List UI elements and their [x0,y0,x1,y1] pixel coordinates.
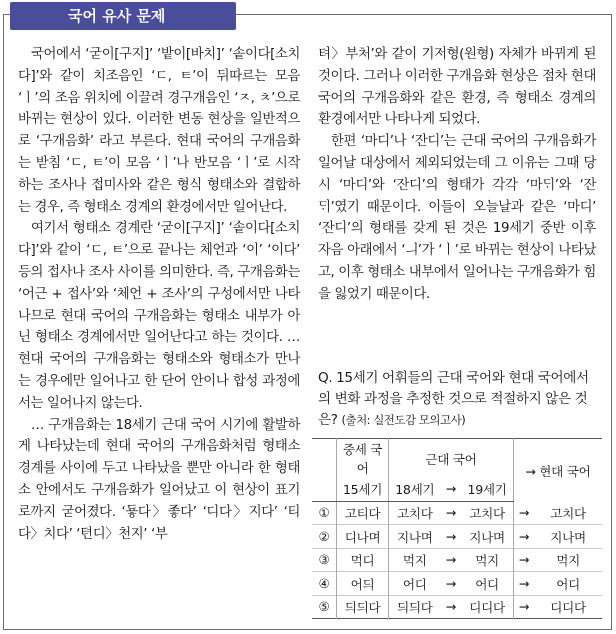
choice-number: ① [312,501,337,525]
paragraph-3-continued: 텨〉부처’와 같이 기저형(원형) 자체가 바뀌게 된 것이다. 그러나 이러한 구개음화 현상은 점차 현대 국어의 구개음화와 같은 환경, 즉 형태소 경계의 환경에서만 나타나게 되었다. [318,47,596,128]
choice-number: ④ [312,572,337,596]
cell-19th: 지나며 [461,525,513,549]
arrow-icon: → [445,552,457,568]
header-18th-century: 18세기 [389,477,441,501]
paragraph-3: … 구개음화는 18세기 근대 국어 시기에 활발하게 나타났는데 현대 국어의 구개음화처럼 형태소 경계를 사이에 두고 나타났을 뿐만 아니라 한 형태소 안에서도 구개음화가 일어났고 이 현상이 표기로까지 굳어졌다. ‘둏다〉좋다’ ‘디다〉지다’ ‘티다〉치다’ ‘텬디〉천지’ ‘부 [18,417,300,542]
cell-18th: 어디 [402,576,427,592]
header-modern: → 현대 국어 [513,439,602,502]
cell-18th: 듸듸다 [396,600,433,616]
question-text: Q. 15세기 어휘들의 근대 국어와 현대 국어에서의 변화 과정을 추정한 것으로 적절하지 않은 것은? [318,370,589,428]
table-header-row [312,439,602,478]
arrow-icon: → [518,528,530,544]
arrow-icon: → [445,505,457,521]
question-source: (출처: 실전도감 모의고사) [341,413,466,427]
choice-number: ② [312,525,337,549]
table-row [312,572,602,596]
cell-18th: 먹지 [402,553,427,569]
question [318,368,598,431]
table-row [312,548,602,572]
header-15th-century: 15세기 [337,477,389,501]
cell-15th: 디나며 [337,525,389,549]
header-early-modern: 근대 국어 [389,439,514,478]
arrow-icon: → [518,599,530,615]
cell-15th: 먹디 [337,548,389,572]
cell-19th: 고치다 [461,501,513,525]
cell-18th: 지나며 [396,529,433,545]
arrow-icon: → [445,575,457,591]
arrow-icon: → [518,552,530,568]
paragraph-1: 국어에서 ‘굳이[구지]’ ‘밭이[바치]’ ‘솥이다[소치다]’와 같이 치조음인 ‘ㄷ, ㅌ’이 뒤따르는 모음 ‘ㅣ’의 조음 위치에 이끌려 경구개음인 ‘ㅈ, ㅊ’으로 바뀌는 현상이 있다. 이러한 변동 현상을 일반적으로 ‘구개음화’ 라고 부른다. 현대 국어의 구개음화는 받침 ‘ㄷ, ㅌ’이 모음 ‘ㅣ’나 반모음 ‘ㅣ’로 시작하는 조사나 접미사와 같은 형식 형태소와 결합하는 경우, 즉 형태소 경계의 환경에서만 일어난다. [18,47,300,215]
cell-15th: 어듸 [337,572,389,596]
paragraph-2: 여기서 형태소 경계란 ‘굳이[구지]’ ‘솥이다[소치다]’와 같이 ‘ㄷ, ㅌ’으로 끝나는 체언과 ‘이’ ‘이다’ 등의 접사나 조사 사이를 의미한다. 즉, 구개음화는 ‘어근 + 접사’와 ‘체언 + 조사’의 구성에서만 나타나므로 현대 국어의 구개음화는 형태소 내부가 아닌 형태소 경계에서만 일어난다고 하는 것이다. … 현대 국어의 구개음화는 형태소와 형태소가 만나는 경우에만 일어나고 한 단어 안이나 합성 과정에서는 일어나지 않는다. [18,221,300,411]
cell-modern: 먹지 [556,553,580,569]
left-column [18,44,300,545]
table-row [312,595,602,619]
cell-modern: 디디다 [550,600,586,616]
header-arrow: → [441,477,462,501]
arrow-icon: → [445,599,457,615]
answer-table [312,438,602,619]
cell-modern: 지나며 [550,529,586,545]
cell-15th: 고티다 [337,501,389,525]
arrow-icon: → [445,528,457,544]
section-title: 국어 유사 문제 [10,2,236,30]
choice-number: ⑤ [312,595,337,619]
cell-18th: 고치다 [396,506,433,522]
arrow-icon: → [518,575,530,591]
cell-19th: 디디다 [461,595,513,619]
arrow-icon: → [518,505,530,520]
header-19th-century: 19세기 [461,477,513,501]
cell-modern: 어디 [556,576,580,592]
right-column [318,44,596,306]
table-row [312,501,602,525]
cell-19th: 먹지 [461,548,513,572]
choice-number: ③ [312,548,337,572]
paragraph-4: 한편 ‘마디’나 ‘잔디’는 근대 국어의 구개음화가 일어날 대상에서 제외되었는데 그 이유는 그때 당시 ‘마디’와 ‘잔디’의 형태가 각각 ‘마ᄃᆡ’와 ‘잔ᄃᆡ’였기 때문이다. 이들이 오늘날과 같은 ‘마디’ ‘잔디’의 형태를 갖게 된 것은 19세기 중반 이후 자음 아래에서 ‘ㅢ’가 ‘ㅣ’로 바뀌는 현상이 나타났고, 이후 형태소 내부에서 일어나는 구개음화가 힘을 잃었기 때문이다. [318,134,596,302]
cell-modern: 고치다 [550,506,586,521]
table-row [312,525,602,549]
cell-15th: 듸듸다 [337,595,389,619]
cell-19th: 어디 [461,572,513,596]
header-middle-korean: 중세 국어 [337,439,389,478]
